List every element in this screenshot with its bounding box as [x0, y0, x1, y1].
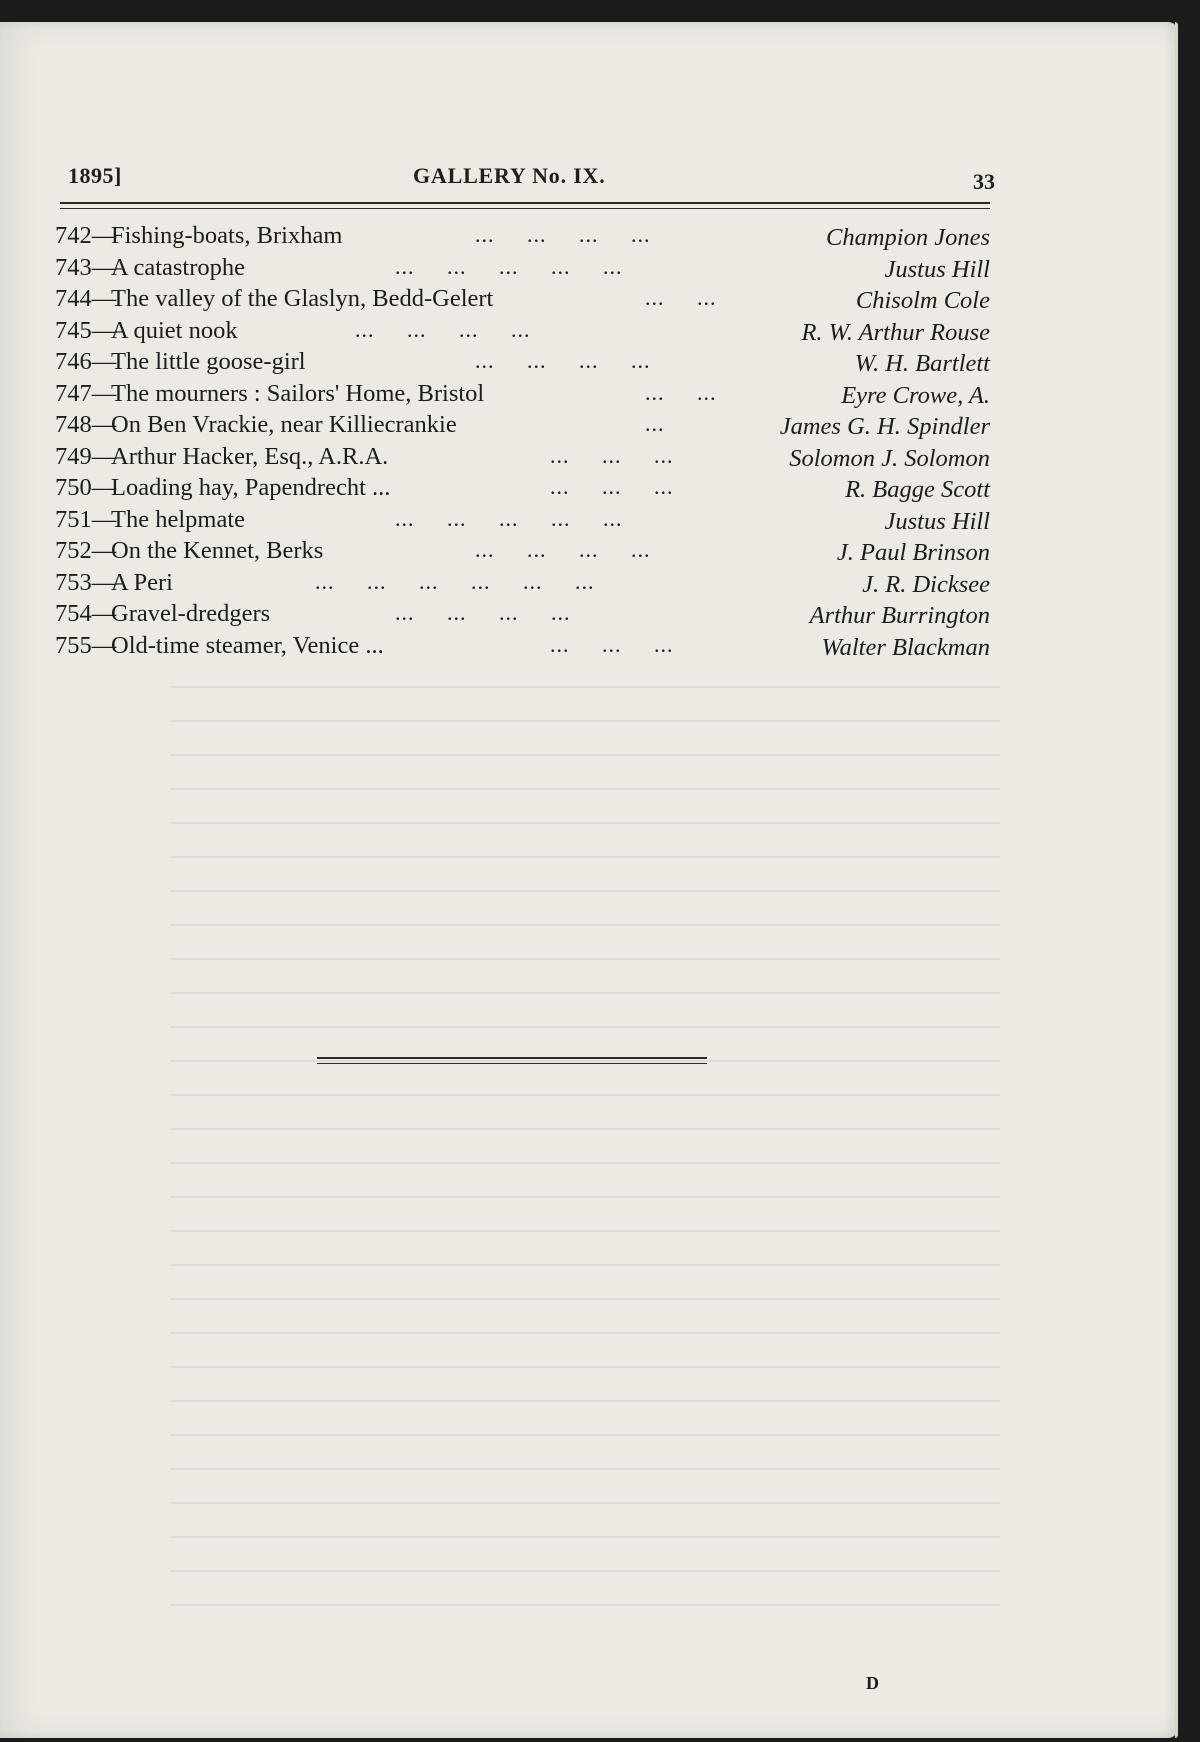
page-number: 33 — [973, 169, 995, 194]
entry-artist: Champion Jones — [826, 224, 990, 251]
entry-artist: Arthur Burrington — [809, 602, 990, 629]
entry-artist: Justus Hill — [884, 255, 990, 283]
leader-dots: ... ... ... ... — [355, 316, 531, 342]
entry-artist: Chisolm Cole — [855, 287, 990, 314]
leader-dots: ... ... ... ... — [475, 222, 651, 247]
header-rule-thin — [60, 208, 990, 209]
catalogue-entry — [55, 569, 990, 601]
book-page — [0, 22, 1178, 1738]
header-rule-thick — [60, 202, 990, 204]
leader-dots: ... ... ... — [550, 442, 674, 468]
catalogue-entry — [55, 506, 990, 538]
catalogue-entry — [55, 317, 990, 349]
catalogue-entry — [55, 222, 990, 254]
leader-dots: ... ... — [645, 285, 717, 310]
leader-dots: ... ... ... ... ... ... — [315, 568, 595, 594]
entry-title: The valley of the Glaslyn, Bedd-Gelert — [111, 285, 494, 312]
entry-number: 744— — [55, 285, 117, 312]
catalogue-entry — [55, 474, 990, 506]
leader-dots: ... ... ... — [550, 631, 674, 657]
catalogue-entry — [55, 411, 990, 443]
section-end-rule-thin — [317, 1063, 707, 1064]
section-end-rule — [317, 1057, 707, 1059]
entry-number: 751— — [55, 505, 117, 533]
catalogue-entries — [55, 222, 990, 663]
entry-artist: R. Bagge Scott — [845, 476, 990, 503]
catalogue-entry — [55, 537, 990, 569]
entry-title: A catastrophe — [111, 253, 246, 281]
entry-number: 753— — [55, 568, 117, 596]
show-through-text — [170, 662, 1000, 1622]
entry-number: 754— — [55, 600, 117, 627]
header-title: GALLERY No. IX. — [413, 163, 606, 188]
leader-dots: ... ... ... ... — [395, 600, 571, 625]
entry-artist: W. H. Bartlett — [854, 350, 990, 377]
entry-artist: J. Paul Brinson — [836, 539, 990, 566]
leader-dots: ... ... ... — [550, 474, 674, 499]
entry-title: The little goose-girl — [111, 348, 306, 375]
running-header — [68, 143, 995, 194]
entry-title: On Ben Vrackie, near Killiecrankie — [111, 411, 457, 438]
leader-dots: ... ... ... ... — [475, 537, 651, 562]
entry-title: On the Kennet, Berks — [111, 537, 324, 564]
entry-number: 745— — [55, 316, 117, 344]
entry-number: 743— — [55, 253, 117, 281]
catalogue-entry — [55, 348, 990, 380]
page-edge — [1175, 22, 1178, 1738]
entry-number: 747— — [55, 379, 117, 407]
entry-number: 752— — [55, 537, 117, 564]
catalogue-entry — [55, 380, 990, 412]
entry-number: 750— — [55, 474, 117, 501]
entry-artist: James G. H. Spindler — [779, 413, 990, 440]
entry-artist: J. R. Dicksee — [862, 570, 990, 598]
header-year: 1895] — [68, 163, 122, 188]
entry-artist: R. W. Arthur Rouse — [801, 318, 990, 346]
entry-title: The mourners : Sailors' Home, Bristol — [111, 379, 485, 407]
entry-artist: Eyre Crowe, A. — [841, 381, 990, 409]
catalogue-entry — [55, 632, 990, 664]
entry-title: Old-time steamer, Venice ... — [111, 631, 384, 659]
leader-dots: ... ... ... ... ... — [395, 505, 623, 531]
leader-dots: ... ... ... ... — [475, 348, 651, 373]
catalogue-entry — [55, 285, 990, 317]
catalogue-entry — [55, 254, 990, 286]
entry-title: Gravel-dredgers — [111, 600, 271, 627]
entry-title: Fishing-boats, Brixham — [111, 222, 343, 249]
leader-dots: ... ... — [645, 379, 717, 405]
entry-artist: Solomon J. Solomon — [789, 444, 990, 472]
entry-artist: Walter Blackman — [821, 633, 990, 661]
entry-title: Arthur Hacker, Esq., A.R.A. — [111, 442, 389, 470]
catalogue-entry — [55, 600, 990, 632]
signature-mark: D — [866, 1673, 879, 1693]
entry-number: 755— — [55, 631, 117, 659]
entry-title: A Peri — [111, 568, 173, 596]
entry-number: 748— — [55, 411, 117, 438]
leader-dots: ... ... ... ... ... — [395, 253, 623, 279]
entry-title: The helpmate — [111, 505, 246, 533]
entry-artist: Justus Hill — [884, 507, 990, 535]
entry-number: 749— — [55, 442, 117, 470]
entry-title: Loading hay, Papendrecht ... — [111, 474, 391, 501]
entry-number: 746— — [55, 348, 117, 375]
leader-dots: ... — [645, 411, 665, 436]
entry-number: 742— — [55, 222, 117, 249]
entry-title: A quiet nook — [111, 316, 238, 344]
catalogue-entry — [55, 443, 990, 475]
